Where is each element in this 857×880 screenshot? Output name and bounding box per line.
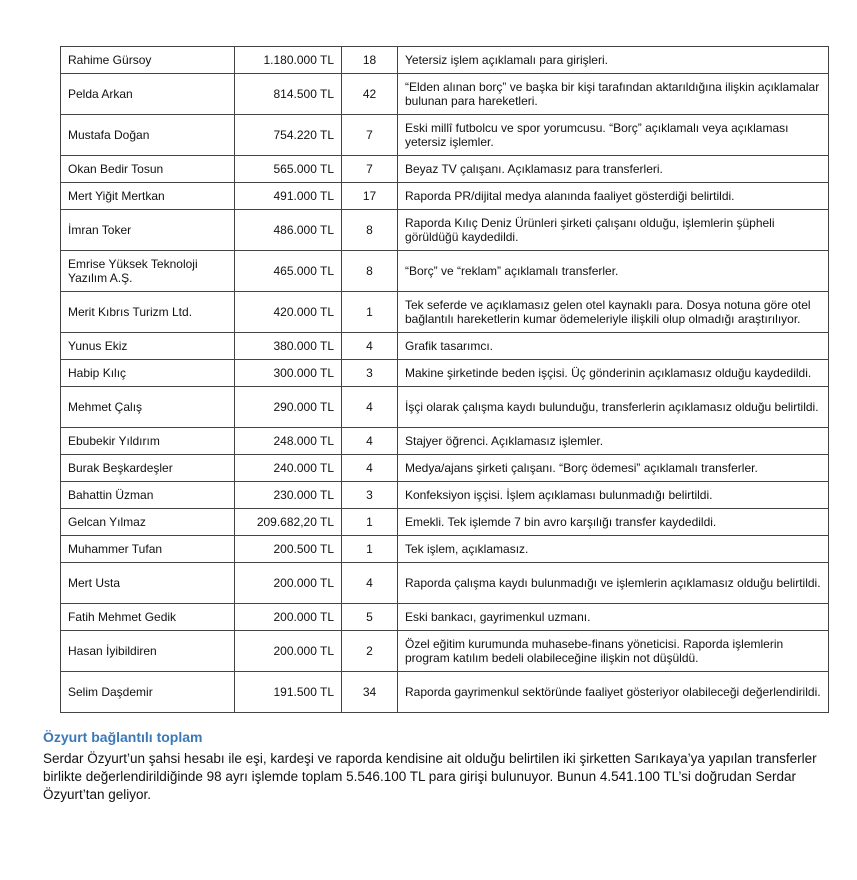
name-cell: Ebubekir Yıldırım xyxy=(61,428,235,455)
amount-cell: 380.000 TL xyxy=(235,333,342,360)
amount-cell: 565.000 TL xyxy=(235,156,342,183)
amount-cell: 1.180.000 TL xyxy=(235,47,342,74)
count-cell: 2 xyxy=(342,631,398,672)
note-cell: Eski millî futbolcu ve spor yorumcusu. “Borç” açıklamalı veya açıklaması yetersiz işlemler. xyxy=(398,115,829,156)
note-cell: Raporda çalışma kaydı bulunmadığı ve işlemlerin açıklamasız olduğu belirtildi. xyxy=(398,563,829,604)
summary-paragraph: Serdar Özyurt’un şahsi hesabı ile eşi, kardeşi ve raporda kendisine ait olduğu belirtilen iki şirketten Sarıkaya’ya yapılan transferler birlikte değerlendirildiğinde 98 ayrı işlemde toplam 5.546.100 TL para girişi bulunuyor. Bunun 4.541.100 TL’si doğrudan Serdar Özyurt’tan geliyor. xyxy=(43,751,817,802)
count-cell: 4 xyxy=(342,563,398,604)
table-row xyxy=(61,333,829,360)
count-cell: 7 xyxy=(342,115,398,156)
amount-cell: 420.000 TL xyxy=(235,292,342,333)
name-cell: Yunus Ekiz xyxy=(61,333,235,360)
note-cell: Makine şirketinde beden işçisi. Üç gönderinin açıklamasız olduğu kaydedildi. xyxy=(398,360,829,387)
name-cell: Mustafa Doğan xyxy=(61,115,235,156)
count-cell: 18 xyxy=(342,47,398,74)
count-cell: 3 xyxy=(342,482,398,509)
note-cell: Yetersiz işlem açıklamalı para girişleri. xyxy=(398,47,829,74)
amount-cell: 300.000 TL xyxy=(235,360,342,387)
note-cell: Eski bankacı, gayrimenkul uzmanı. xyxy=(398,604,829,631)
count-cell: 4 xyxy=(342,387,398,428)
count-cell: 1 xyxy=(342,536,398,563)
amount-cell: 465.000 TL xyxy=(235,251,342,292)
count-cell: 4 xyxy=(342,333,398,360)
count-cell: 42 xyxy=(342,74,398,115)
count-cell: 8 xyxy=(342,210,398,251)
note-cell: Raporda gayrimenkul sektöründe faaliyet gösteriyor olabileceği değerlendirildi. xyxy=(398,672,829,713)
name-cell: Mert Usta xyxy=(61,563,235,604)
note-cell: “Borç” ve “reklam” açıklamalı transferler. xyxy=(398,251,829,292)
table-row xyxy=(61,251,829,292)
amount-cell: 814.500 TL xyxy=(235,74,342,115)
table-row xyxy=(61,509,829,536)
count-cell: 8 xyxy=(342,251,398,292)
note-cell: Konfeksiyon işçisi. İşlem açıklaması bulunmadığı belirtildi. xyxy=(398,482,829,509)
table-row xyxy=(61,563,829,604)
count-cell: 17 xyxy=(342,183,398,210)
note-cell: “Elden alınan borç” ve başka bir kişi tarafından aktarıldığına ilişkin açıklamalar bulunan para hareketleri. xyxy=(398,74,829,115)
table-row xyxy=(61,115,829,156)
amount-cell: 491.000 TL xyxy=(235,183,342,210)
name-cell: Mert Yiğit Mertkan xyxy=(61,183,235,210)
name-cell: Fatih Mehmet Gedik xyxy=(61,604,235,631)
note-cell: İşçi olarak çalışma kaydı bulunduğu, transferlerin açıklamasız olduğu belirtildi. xyxy=(398,387,829,428)
amount-cell: 200.000 TL xyxy=(235,563,342,604)
name-cell: Merit Kıbrıs Turizm Ltd. xyxy=(61,292,235,333)
table-row xyxy=(61,536,829,563)
name-cell: Muhammer Tufan xyxy=(61,536,235,563)
count-cell: 7 xyxy=(342,156,398,183)
count-cell: 5 xyxy=(342,604,398,631)
name-cell: İmran Toker xyxy=(61,210,235,251)
table-row xyxy=(61,604,829,631)
table-row xyxy=(61,428,829,455)
table-row xyxy=(61,387,829,428)
amount-cell: 200.000 TL xyxy=(235,631,342,672)
note-cell: Medya/ajans şirketi çalışanı. “Borç ödemesi” açıklamalı transferler. xyxy=(398,455,829,482)
note-cell: Stajyer öğrenci. Açıklamasız işlemler. xyxy=(398,428,829,455)
amount-cell: 230.000 TL xyxy=(235,482,342,509)
name-cell: Bahattin Üzman xyxy=(61,482,235,509)
note-cell: Özel eğitim kurumunda muhasebe-finans yöneticisi. Raporda işlemlerin program katılım bedeli olabileceğine ilişkin not düşüldü. xyxy=(398,631,829,672)
count-cell: 1 xyxy=(342,292,398,333)
amount-cell: 248.000 TL xyxy=(235,428,342,455)
name-cell: Habip Kılıç xyxy=(61,360,235,387)
count-cell: 1 xyxy=(342,509,398,536)
transfers-table-body xyxy=(61,47,829,713)
table-row xyxy=(61,292,829,333)
note-cell: Raporda PR/dijital medya alanında faaliyet gösterdiği belirtildi. xyxy=(398,183,829,210)
name-cell: Rahime Gürsoy xyxy=(61,47,235,74)
table-row xyxy=(61,631,829,672)
section-heading: Özyurt bağlantılı toplam xyxy=(43,729,203,745)
amount-cell: 200.500 TL xyxy=(235,536,342,563)
note-cell: Emekli. Tek işlemde 7 bin avro karşılığı transfer kaydedildi. xyxy=(398,509,829,536)
table-row xyxy=(61,74,829,115)
name-cell: Gelcan Yılmaz xyxy=(61,509,235,536)
name-cell: Emrise Yüksek Teknoloji Yazılım A.Ş. xyxy=(61,251,235,292)
table-row xyxy=(61,210,829,251)
note-cell: Beyaz TV çalışanı. Açıklamasız para transferleri. xyxy=(398,156,829,183)
amount-cell: 754.220 TL xyxy=(235,115,342,156)
count-cell: 4 xyxy=(342,428,398,455)
transfers-table xyxy=(60,46,829,713)
table-row xyxy=(61,183,829,210)
name-cell: Pelda Arkan xyxy=(61,74,235,115)
amount-cell: 240.000 TL xyxy=(235,455,342,482)
note-cell: Tek seferde ve açıklamasız gelen otel kaynaklı para. Dosya notuna göre otel bağlantılı hareketlerin kumar ödemeleriyle ilişkili olup olmadığı araştırılıyor. xyxy=(398,292,829,333)
note-cell: Raporda Kılıç Deniz Ürünleri şirketi çalışanı olduğu, işlemlerin şüpheli görüldüğü kaydedildi. xyxy=(398,210,829,251)
name-cell: Burak Beşkardeşler xyxy=(61,455,235,482)
table-row xyxy=(61,360,829,387)
amount-cell: 486.000 TL xyxy=(235,210,342,251)
table-row xyxy=(61,455,829,482)
table-row xyxy=(61,482,829,509)
table-row xyxy=(61,156,829,183)
note-cell: Grafik tasarımcı. xyxy=(398,333,829,360)
name-cell: Mehmet Çalış xyxy=(61,387,235,428)
name-cell: Okan Bedir Tosun xyxy=(61,156,235,183)
amount-cell: 191.500 TL xyxy=(235,672,342,713)
note-cell: Tek işlem, açıklamasız. xyxy=(398,536,829,563)
name-cell: Hasan İyibildiren xyxy=(61,631,235,672)
amount-cell: 290.000 TL xyxy=(235,387,342,428)
count-cell: 34 xyxy=(342,672,398,713)
count-cell: 4 xyxy=(342,455,398,482)
table-row xyxy=(61,672,829,713)
count-cell: 3 xyxy=(342,360,398,387)
name-cell: Selim Daşdemir xyxy=(61,672,235,713)
amount-cell: 200.000 TL xyxy=(235,604,342,631)
amount-cell: 209.682,20 TL xyxy=(235,509,342,536)
table-row xyxy=(61,47,829,74)
